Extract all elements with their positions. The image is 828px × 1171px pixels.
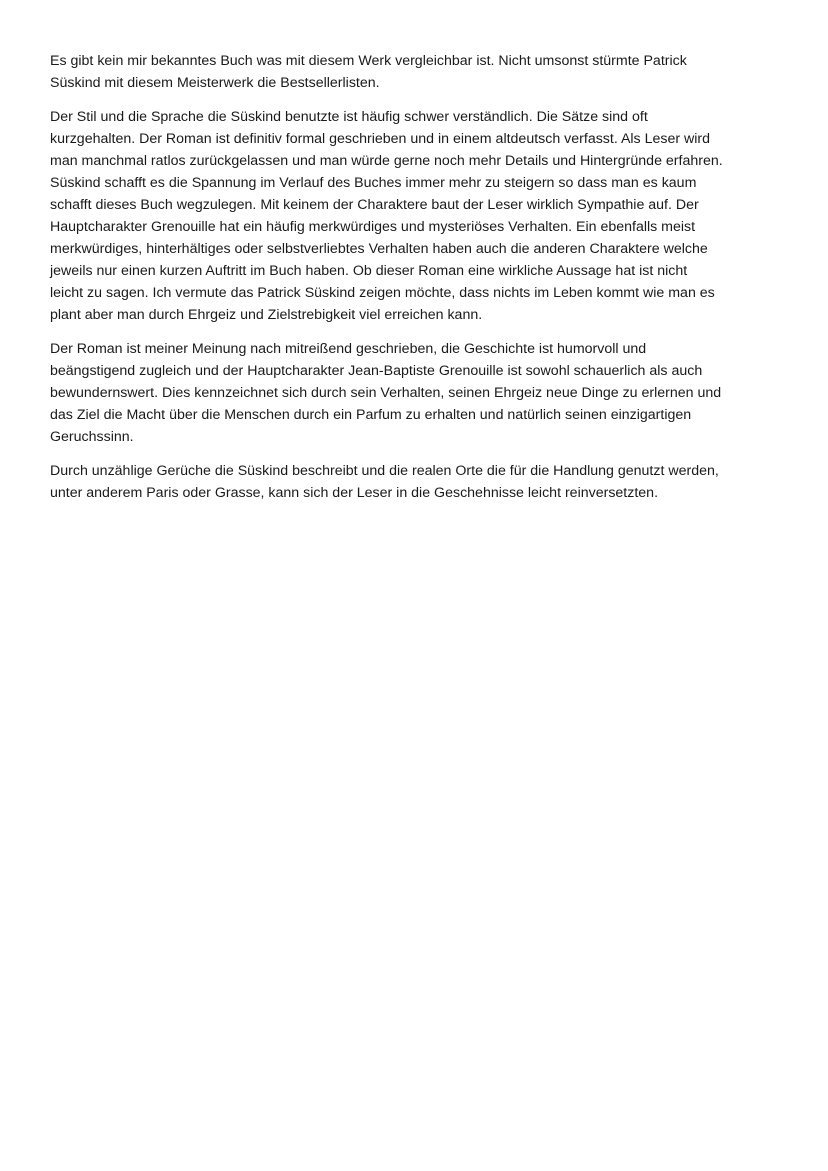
paragraph-intro: Es gibt kein mir bekanntes Buch was mit diesem Werk vergleichbar ist. Nicht umsonst stürmte Patrick Süskind mit diesem Meisterwerk die Bestsellerlisten. bbox=[50, 53, 687, 91]
paragraph-style: Der Stil und die Sprache die Süskind benutzte ist häufig schwer verständlich. Die Sätze sind oft kurzgehalten. Der Roman ist definitiv formal geschrieben und in einem altdeutsch verfasst. Als Leser wird man manchmal ratlos zurückgelassen und man würde gerne noch mehr Details und Hintergründe erfahren. Süskind schafft es die Spannung im Verlauf des Buches immer mehr zu steigern so dass man es kaum schafft dieses Buch wegzulegen. Mit keinem der Charaktere baut der Leser wirklich Sympathie auf. Der Hauptcharakter Grenouille hat ein häufig merkwürdiges und mysteriöses Verhalten. Ein ebenfalls meist merkwürdiges, hinterhältiges oder selbstverliebtes Verhalten haben auch die anderen Charaktere welche jeweils nur einen kurzen Auftritt im Buch haben. Ob dieser Roman eine wirkliche Aussage hat ist nicht leicht zu sagen. Ich vermute das Patrick Süskind zeigen möchte, dass nichts im Leben kommt wie man es plant aber man durch Ehrgeiz und Zielstrebigkeit viel erreichen kann. bbox=[50, 109, 723, 323]
paragraph-settings: Durch unzählige Gerüche die Süskind beschreibt und die realen Orte die für die Handlung genutzt werden, unter anderem Paris oder Grasse, kann sich der Leser in die Geschehnisse leicht reinversetzten. bbox=[50, 463, 719, 501]
document-page bbox=[50, 50, 790, 516]
paragraph-opinion: Der Roman ist meiner Meinung nach mitreißend geschrieben, die Geschichte ist humorvoll und beängstigend zugleich und der Hauptcharakter Jean-Baptiste Grenouille ist sowohl schauerlich als auch bewundernswert. Dies kennzeichnet sich durch sein Verhalten, seinen Ehrgeiz neue Dinge zu erlernen und das Ziel die Macht über die Menschen durch ein Parfum zu erhalten und natürlich seinen einzigartigen Geruchssinn. bbox=[50, 341, 722, 445]
